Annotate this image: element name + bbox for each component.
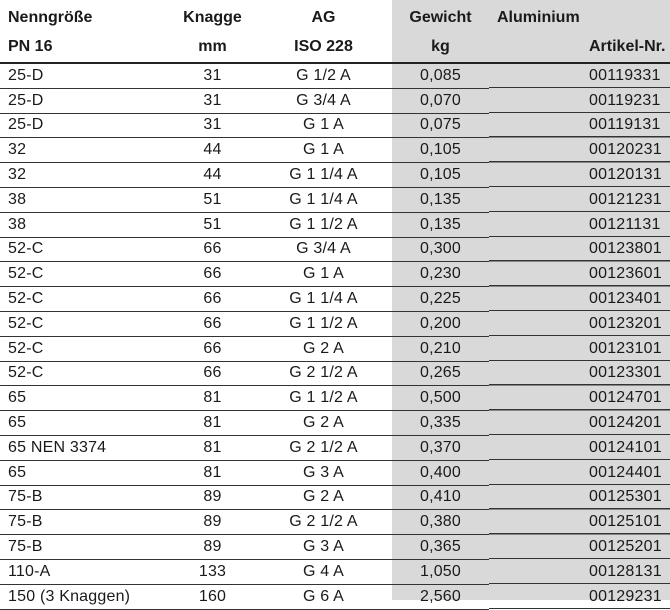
cell-artikel-nr: 00123801 — [489, 237, 670, 262]
cell-nenngroesse: 38 — [0, 212, 170, 237]
cell-ag: G 1 1/2 A — [255, 386, 392, 411]
cell-artikel-nr: 00121131 — [489, 212, 670, 237]
cell-artikel-nr: 00124401 — [489, 460, 670, 485]
header-gewicht: Gewicht — [409, 9, 472, 26]
cell-ag: G 2 1/2 A — [255, 510, 392, 535]
cell-nenngroesse: 52-C — [0, 262, 170, 287]
header-mm: mm — [170, 32, 255, 63]
cell-nenngroesse: 65 NEN 3374 — [0, 435, 170, 460]
cell-ag: G 1 A — [255, 262, 392, 287]
cell-nenngroesse: 65 — [0, 386, 170, 411]
cell-ag: G 1 1/4 A — [255, 187, 392, 212]
cell-nenngroesse: 52-C — [0, 287, 170, 312]
cell-ag: G 2 A — [255, 336, 392, 361]
cell-knagge: 31 — [170, 88, 255, 113]
cell-artikel-nr: 00123201 — [489, 311, 670, 336]
cell-nenngroesse: 52-C — [0, 336, 170, 361]
cell-nenngroesse: 52-C — [0, 361, 170, 386]
cell-artikel-nr: 00123601 — [489, 262, 670, 287]
cell-ag: G 2 A — [255, 411, 392, 436]
cell-nenngroesse: 52-C — [0, 237, 170, 262]
cell-gewicht: 1,050 — [392, 559, 489, 584]
cell-artikel-nr: 00125301 — [489, 485, 670, 510]
table-row — [0, 336, 670, 361]
cell-gewicht: 2,560 — [392, 584, 489, 609]
coupling-spec-table — [0, 4, 670, 610]
table-row — [0, 163, 670, 188]
cell-ag: G 1 1/2 A — [255, 212, 392, 237]
cell-artikel-nr: 00125201 — [489, 535, 670, 560]
cell-knagge: 51 — [170, 187, 255, 212]
cell-ag: G 1 A — [255, 138, 392, 163]
cell-gewicht: 0,135 — [392, 187, 489, 212]
cell-gewicht: 0,380 — [392, 510, 489, 535]
cell-gewicht: 0,410 — [392, 485, 489, 510]
cell-artikel-nr: 00128131 — [489, 559, 670, 584]
cell-gewicht: 0,085 — [392, 63, 489, 88]
cell-gewicht: 0,400 — [392, 460, 489, 485]
cell-gewicht: 0,105 — [392, 163, 489, 188]
cell-ag: G 3 A — [255, 460, 392, 485]
cell-knagge: 66 — [170, 237, 255, 262]
cell-knagge: 66 — [170, 361, 255, 386]
cell-ag: G 2 A — [255, 485, 392, 510]
cell-gewicht: 0,070 — [392, 88, 489, 113]
cell-gewicht: 0,230 — [392, 262, 489, 287]
cell-nenngroesse: 38 — [0, 187, 170, 212]
cell-artikel-nr: 00119231 — [489, 88, 670, 113]
cell-artikel-nr: 00129231 — [489, 584, 670, 609]
table-row — [0, 311, 670, 336]
header-nenngroesse: Nenngröße — [8, 9, 93, 26]
table-row — [0, 411, 670, 436]
cell-nenngroesse: 110-A — [0, 559, 170, 584]
cell-gewicht: 0,210 — [392, 336, 489, 361]
table-row — [0, 88, 670, 113]
cell-knagge: 31 — [170, 63, 255, 88]
table-row — [0, 138, 670, 163]
cell-ag: G 4 A — [255, 559, 392, 584]
cell-artikel-nr: 00123301 — [489, 361, 670, 386]
table-row — [0, 262, 670, 287]
table-row — [0, 187, 670, 212]
cell-artikel-nr: 00120131 — [489, 163, 670, 188]
cell-artikel-nr: 00119131 — [489, 113, 670, 138]
table-row — [0, 113, 670, 138]
cell-knagge: 66 — [170, 287, 255, 312]
cell-ag: G 1 1/4 A — [255, 163, 392, 188]
header-row-1 — [0, 4, 670, 32]
cell-gewicht: 0,105 — [392, 138, 489, 163]
cell-nenngroesse: 25-D — [0, 88, 170, 113]
cell-ag: G 1 1/2 A — [255, 311, 392, 336]
cell-knagge: 31 — [170, 113, 255, 138]
cell-gewicht: 0,370 — [392, 435, 489, 460]
header-row-2 — [0, 32, 670, 63]
cell-knagge: 51 — [170, 212, 255, 237]
cell-gewicht: 0,335 — [392, 411, 489, 436]
cell-nenngroesse: 25-D — [0, 63, 170, 88]
cell-gewicht: 0,135 — [392, 212, 489, 237]
cell-gewicht: 0,300 — [392, 237, 489, 262]
cell-knagge: 89 — [170, 485, 255, 510]
cell-knagge: 89 — [170, 535, 255, 560]
table-row — [0, 287, 670, 312]
table-row — [0, 485, 670, 510]
cell-ag: G 2 1/2 A — [255, 361, 392, 386]
cell-knagge: 66 — [170, 262, 255, 287]
table-row — [0, 559, 670, 584]
cell-nenngroesse: 32 — [0, 163, 170, 188]
cell-ag: G 2 1/2 A — [255, 435, 392, 460]
cell-nenngroesse: 75-B — [0, 535, 170, 560]
cell-knagge: 81 — [170, 460, 255, 485]
table-row — [0, 510, 670, 535]
cell-artikel-nr: 00119331 — [489, 63, 670, 88]
cell-ag: G 3 A — [255, 535, 392, 560]
header-aluminium: Aluminium — [497, 9, 580, 26]
cell-nenngroesse: 150 (3 Knaggen) — [0, 584, 170, 609]
header-knagge: Knagge — [183, 9, 242, 26]
header-pn: PN 16 — [0, 32, 170, 63]
table-row — [0, 212, 670, 237]
cell-nenngroesse: 75-B — [0, 485, 170, 510]
header-iso: ISO 228 — [255, 32, 392, 63]
cell-knagge: 160 — [170, 584, 255, 609]
cell-knagge: 66 — [170, 311, 255, 336]
cell-artikel-nr: 00124101 — [489, 435, 670, 460]
cell-knagge: 44 — [170, 138, 255, 163]
cell-knagge: 44 — [170, 163, 255, 188]
table-row — [0, 361, 670, 386]
cell-ag: G 1 1/4 A — [255, 287, 392, 312]
cell-knagge: 66 — [170, 336, 255, 361]
cell-ag: G 6 A — [255, 584, 392, 609]
cell-artikel-nr: 00121231 — [489, 187, 670, 212]
table-row — [0, 386, 670, 411]
cell-ag: G 3/4 A — [255, 88, 392, 113]
cell-knagge: 89 — [170, 510, 255, 535]
table-row — [0, 535, 670, 560]
header-artikel: Artikel-Nr. — [489, 32, 670, 63]
cell-nenngroesse: 32 — [0, 138, 170, 163]
cell-artikel-nr: 00124701 — [489, 386, 670, 411]
cell-nenngroesse: 75-B — [0, 510, 170, 535]
cell-nenngroesse: 65 — [0, 460, 170, 485]
cell-artikel-nr: 00120231 — [489, 138, 670, 163]
cell-ag: G 1 A — [255, 113, 392, 138]
cell-nenngroesse: 52-C — [0, 311, 170, 336]
cell-ag: G 1/2 A — [255, 63, 392, 88]
table-row — [0, 460, 670, 485]
cell-knagge: 81 — [170, 411, 255, 436]
cell-artikel-nr: 00124201 — [489, 411, 670, 436]
table-row — [0, 584, 670, 609]
cell-artikel-nr: 00123101 — [489, 336, 670, 361]
table-row — [0, 435, 670, 460]
cell-knagge: 133 — [170, 559, 255, 584]
cell-ag: G 3/4 A — [255, 237, 392, 262]
header-ag: AG — [311, 9, 336, 26]
cell-gewicht: 0,500 — [392, 386, 489, 411]
cell-nenngroesse: 65 — [0, 411, 170, 436]
cell-gewicht: 0,365 — [392, 535, 489, 560]
cell-artikel-nr: 00125101 — [489, 510, 670, 535]
cell-gewicht: 0,075 — [392, 113, 489, 138]
cell-knagge: 81 — [170, 435, 255, 460]
table-row — [0, 63, 670, 88]
cell-nenngroesse: 25-D — [0, 113, 170, 138]
cell-gewicht: 0,265 — [392, 361, 489, 386]
cell-gewicht: 0,225 — [392, 287, 489, 312]
cell-artikel-nr: 00123401 — [489, 287, 670, 312]
cell-gewicht: 0,200 — [392, 311, 489, 336]
header-kg: kg — [392, 32, 489, 63]
table-row — [0, 237, 670, 262]
cell-knagge: 81 — [170, 386, 255, 411]
